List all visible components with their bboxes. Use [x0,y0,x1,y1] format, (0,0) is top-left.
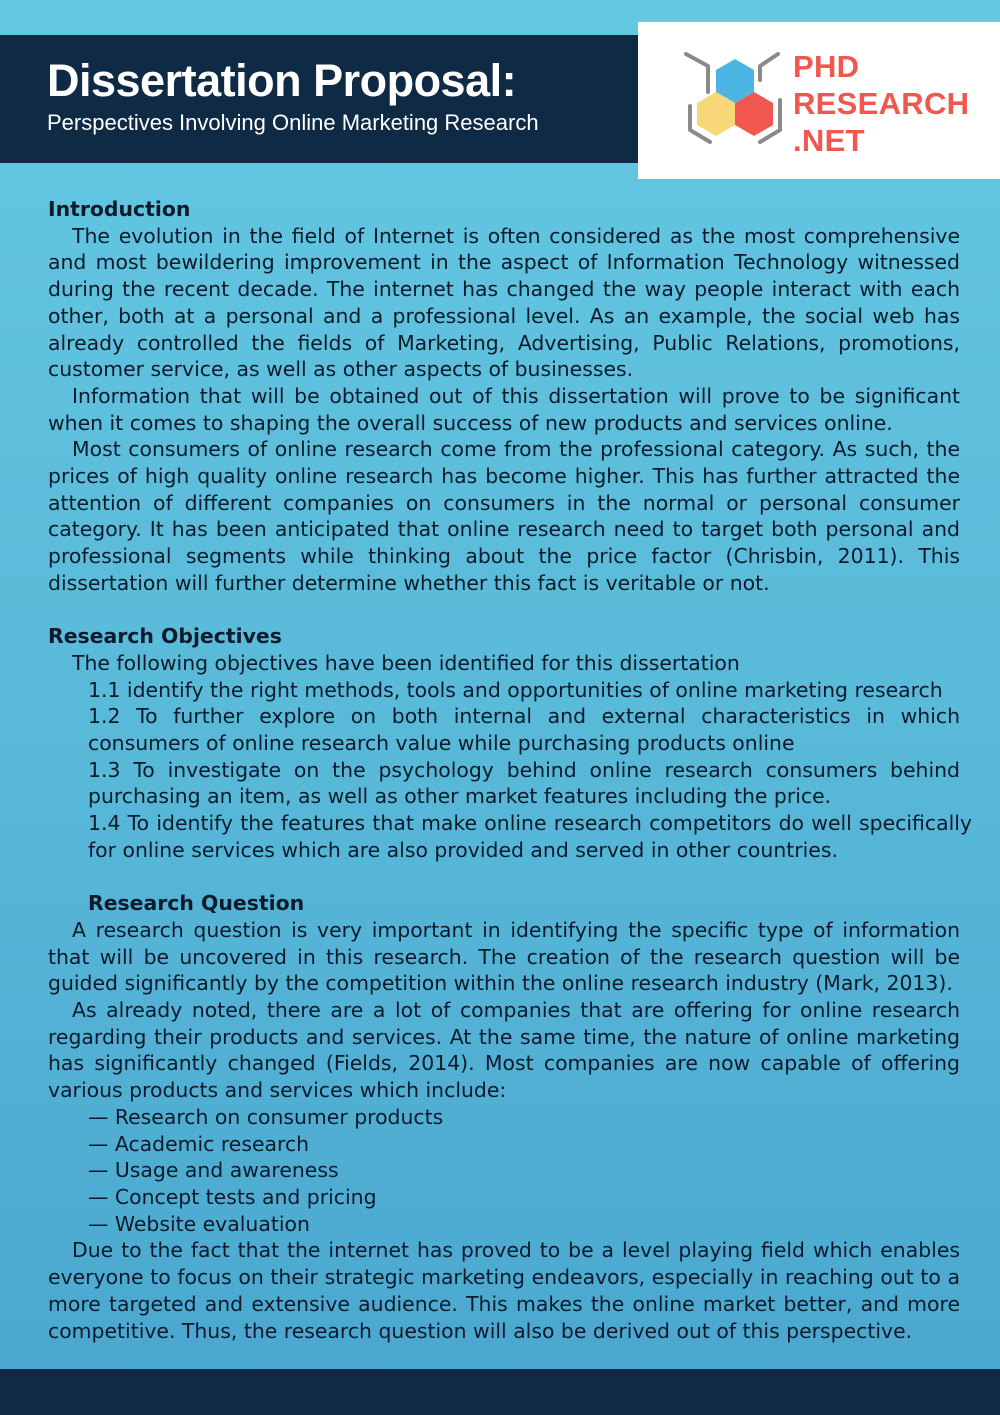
introduction-paragraph-1: The evolution in the field of Internet is often considered as the most comprehensive and most bewildering improvement in the aspect of Information Technology witnessed during the recent decade. The internet has changed the way people interact with each other, both at a personal and a professional level. As an example, the social web has already controlled the fields of Marketing, Advertising, Public Relations, promotions, customer service, as well as other aspects of businesses. [48,223,960,382]
list-item: — Website evaluation [88,1211,310,1236]
logo-line-research: RESEARCH [793,86,970,121]
list-item: — Usage and awareness [88,1158,339,1183]
objective-item-1: 1.1 identify the right methods, tools and opportunities of online marketing research [88,677,943,702]
list-item: — Concept tests and pricing [88,1184,377,1209]
footer-band [0,1369,1000,1415]
objective-item-3: 1.3 To investigate on the psychology behind online research consumers behind purchasing an item, as well as other market features including the price. [88,757,960,809]
question-paragraph-1: A research question is very important in identifying the specific type of information that will be uncovered in this research. The creation of the research question will be guided significantly by the competition within the online research industry (Mark, 2013). [48,917,960,996]
list-item: — Research on consumer products [88,1104,444,1129]
logo-line-phd: PHD [793,49,860,84]
logo-card [638,22,1000,179]
logo-wordmark [793,48,969,159]
objective-item-2: 1.2 To further explore on both internal and external characteristics in which consumers of online research value while purchasing products online [88,704,960,756]
hexagon-logo-icon [680,44,792,156]
objective-item-4: 1.4 To identify the features that make online research competitors do well specifically for online services which are also provided and served in other countries. [88,811,972,862]
list-item: — Academic research [88,1131,310,1156]
objectives-intro: The following objectives have been identified for this dissertation [72,650,740,675]
question-closing-paragraph: Due to the fact that the internet has proved to be a level playing field which enables everyone to focus on their strategic marketing endeavors, especially in reaching out to a more targeted and extensive audience. This makes the online market better, and more competitive. Thus, the research question will also be derived out of this perspective. [48,1238,960,1343]
research-question-heading: Research Question [88,891,305,916]
document-title: Dissertation Proposal: [47,55,517,106]
objectives-heading: Research Objectives [48,624,282,649]
document-body [48,196,972,1344]
introduction-paragraph-2: Information that will be obtained out of this dissertation will prove to be significant when it comes to shaping the overall success of new products and services online. [48,383,960,435]
introduction-paragraph-3: Most consumers of online research come from the professional category. As such, the prices of high quality online research has become higher. This has further attracted the attention of different companies on consumers in the normal or personal consumer category. It has been anticipated that online research need to target both personal and professional segments while thinking about the price factor (Chrisbin, 2011). This dissertation will further determine whether this fact is veritable or not. [48,437,960,595]
introduction-heading: Introduction [48,197,191,221]
service-list [48,1104,960,1238]
question-paragraph-2: As already noted, there are a lot of companies that are offering for online research regarding their products and services. At the same time, the nature of online marketing has significantly changed (Fields, 2014). Most companies are now capable of offering various products and services which include: [48,998,960,1103]
document-subtitle: Perspectives Involving Online Marketing Research [47,110,539,135]
header-band [0,35,640,163]
logo-line-net: .NET [793,123,865,158]
